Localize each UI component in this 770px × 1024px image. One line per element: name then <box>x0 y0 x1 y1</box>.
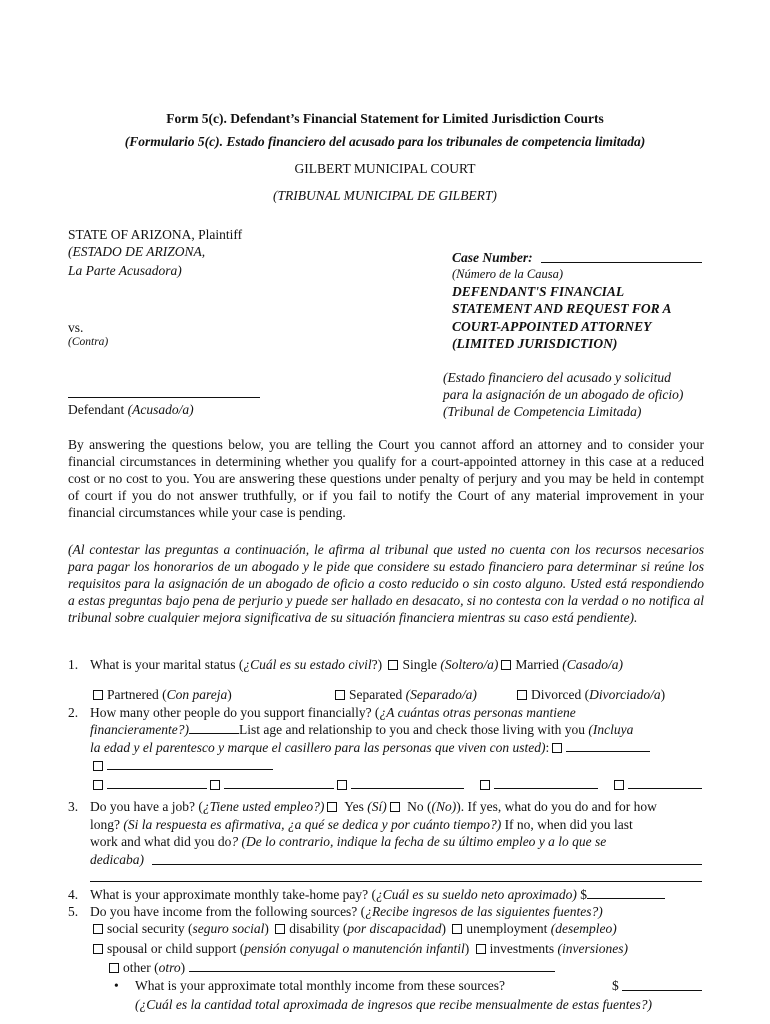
q2-number: 2. <box>68 705 79 720</box>
q2-colon: : <box>545 740 550 755</box>
single-label: Single <box>402 657 437 672</box>
doc-title-line-3: COURT-APPOINTED ATTORNEY <box>452 319 652 334</box>
separated-label: Separated <box>349 687 403 702</box>
q5-line-2: social security (seguro social) disability (por discapacidad) unemployment (desempleo) <box>90 920 617 937</box>
q5-number: 5. <box>68 904 79 919</box>
q3-line-4 <box>90 851 144 868</box>
unemployment-checkbox[interactable] <box>452 924 462 934</box>
doc-title-line-1: DEFENDANT'S FINANCIAL <box>452 284 625 299</box>
q2-text: How many other people do you support financially? ( <box>90 705 380 720</box>
dependent-5-input[interactable] <box>351 776 464 789</box>
q3-text-2: . If yes, what do you do and for how <box>460 799 657 814</box>
investments-label-es: (inversiones) <box>557 941 628 956</box>
dependent-7-input[interactable] <box>628 776 702 789</box>
case-number-line[interactable] <box>541 262 702 263</box>
total-income-dollar: $ <box>612 978 619 993</box>
other-income-input[interactable] <box>189 959 555 972</box>
other-income-checkbox[interactable] <box>109 963 119 973</box>
intro-paragraph-en: By answering the questions below, you are telling the Court you cannot afford an attorney and to consider your financial circumstances in determining whether you qualify for a court-appointed attorney in this case at a reduced cost or no cost to you. You are answering these questions under penalty of perjury and you may be held in contempt of court if you do not answer truthfully, or if you fail to notify the Court of any material improvement in your financial circumstances while your case is pending. <box>68 437 704 520</box>
q3-line3-a: work and what did you do <box>90 834 232 849</box>
separated-checkbox[interactable] <box>335 690 345 700</box>
dependent-1-input[interactable] <box>566 739 650 752</box>
defendant-name-line[interactable] <box>68 397 260 398</box>
total-income-question: What is your approximate total monthly income from these sources? <box>135 978 506 993</box>
job-answer-line-1[interactable] <box>152 864 702 865</box>
bullet-icon: • <box>114 978 119 993</box>
dependent-2-checkbox[interactable] <box>93 761 103 771</box>
q3-line4-es: dedicaba) <box>90 852 144 867</box>
q2-line-5 <box>90 776 464 793</box>
q1-text-end: ?) <box>371 657 383 672</box>
social-security-label: social security ( <box>107 921 193 936</box>
total-income-input[interactable] <box>622 990 702 991</box>
q2-line-1 <box>90 704 576 721</box>
q1-number: 1. <box>68 657 79 672</box>
q2-text-es-3: (Incluya <box>588 722 634 737</box>
case-number-label: Case Number: <box>452 250 533 265</box>
separated-option <box>332 686 477 703</box>
doc-title-es-2: para la asignación de un abogado de oficio) <box>443 387 684 402</box>
plaintiff-label-es-1: (ESTADO DE ARIZONA, <box>68 244 206 259</box>
partnered-label: Partnered ( <box>107 687 167 702</box>
q3-text-es: ¿Tiene usted empleo?) <box>202 799 325 814</box>
divorced-checkbox[interactable] <box>517 690 527 700</box>
doc-title-es-3: (Tribunal de Competencia Limitada) <box>443 404 642 419</box>
q3-line2-a: long? <box>90 817 120 832</box>
partnered-label-es: Con pareja <box>166 687 228 702</box>
unemployment-label: unemployment <box>466 921 548 936</box>
spousal-support-checkbox[interactable] <box>93 944 103 954</box>
intro-paragraph-es: (Al contestar las preguntas a continuación, le afirma al tribunal que usted no cuenta con los recursos necesarios para pagar los honorarios de un abogado y le pide que considere su estado financiero para determinar si reúne los requisitos para la asignación de un abogado de oficio a costo reducido o sin costo alguno. Usted está respondiendo a estas preguntas bajo pena de perjurio y puede ser hallado en desacato, si no contesta con la verdad o no notifica al tribunal sobre cualquier mejora significativa de su situación financiera mientras su caso está pendiente). <box>68 542 704 625</box>
job-answer-line-2[interactable] <box>90 881 702 882</box>
q5-text: Do you have income from the following sources? ( <box>90 904 366 919</box>
dependent-4-input[interactable] <box>224 776 334 789</box>
q2-line-5c <box>611 776 702 793</box>
social-security-label-es: seguro social <box>192 921 265 936</box>
job-yes-checkbox[interactable] <box>327 802 337 812</box>
investments-checkbox[interactable] <box>476 944 486 954</box>
q4-number: 4. <box>68 887 79 902</box>
q5-line-3: spousal or child support (pensión conyugal o manutención infantil) investments (inversiones) <box>90 940 628 957</box>
job-no-label-es: (No) <box>431 799 457 814</box>
investments-label: investments <box>489 941 555 956</box>
q3-line-2 <box>90 816 633 833</box>
q2-count-input[interactable] <box>189 721 239 734</box>
single-label-es: (Soltero/a) <box>440 657 499 672</box>
form-title: Form 5(c). Defendant’s Financial Statement for Limited Jurisdiction Courts <box>166 111 604 126</box>
disability-checkbox[interactable] <box>275 924 285 934</box>
q2-text-es-4: la edad y el parentesco y marque el casillero para las personas que viven con usted) <box>90 740 546 755</box>
q3-text: Do you have a job? ( <box>90 799 203 814</box>
married-checkbox[interactable] <box>501 660 511 670</box>
doc-title-line-4: (LIMITED JURISDICTION) <box>452 336 618 351</box>
take-home-pay-input[interactable] <box>587 886 665 899</box>
disability-label-es: por discapacidad <box>347 921 442 936</box>
q3-line-3 <box>90 833 606 850</box>
partnered-option: Partnered (Con pareja) <box>90 686 232 703</box>
q2-text-es: ¿A cuántas otras personas mantiene <box>379 705 576 720</box>
divorced-option: Divorced (Divorciado/a) <box>514 686 665 703</box>
q1-line-1 <box>90 656 623 673</box>
job-yes-label-es: (Sí) <box>367 799 387 814</box>
doc-title-line-2: STATEMENT AND REQUEST FOR A <box>452 301 672 316</box>
other-income-label: other ( <box>123 960 159 975</box>
q2-line-4 <box>90 757 273 774</box>
case-number-label-es: (Número de la Causa) <box>452 267 563 281</box>
vs-label-es: (Contra) <box>68 336 109 348</box>
dependent-5-checkbox[interactable] <box>337 780 347 790</box>
dependent-2-input[interactable] <box>107 757 273 770</box>
q4-dollar: $ <box>580 887 588 902</box>
q1-text: What is your marital status ( <box>90 657 244 672</box>
single-checkbox[interactable] <box>388 660 398 670</box>
q2-line-5b <box>477 776 598 793</box>
dependent-3-input[interactable] <box>107 776 207 789</box>
total-income-question-es: (¿Cuál es la cantidad total aproximada de ingresos que recibe mensualmente de estas fuentes?) <box>135 997 653 1012</box>
defendant-label <box>68 401 194 418</box>
divorced-label: Divorced ( <box>531 687 590 702</box>
q5-text-es: ¿Recibe ingresos de las siguientes fuentes?) <box>365 904 603 919</box>
q3-line2-es: (Si la respuesta es afirmativa, ¿a qué se dedica y por cuánto tiempo?) <box>123 817 502 832</box>
form-title-es: (Formulario 5(c). Estado financiero del acusado para los tribunales de competencia limitada) <box>124 134 646 149</box>
court-name: GILBERT MUNICIPAL COURT <box>294 161 476 176</box>
dependent-7-checkbox[interactable] <box>614 780 624 790</box>
vs-label: vs. <box>68 320 84 335</box>
dependent-6-input[interactable] <box>494 776 598 789</box>
q3-number: 3. <box>68 799 79 814</box>
unemployment-label-es: (desempleo) <box>550 921 617 936</box>
court-name-es: (TRIBUNAL MUNICIPAL DE GILBERT) <box>273 188 497 203</box>
dependent-6-checkbox[interactable] <box>480 780 490 790</box>
q2-line-2 <box>90 721 633 738</box>
q4-text: What is your approximate monthly take-home pay? ( <box>90 887 377 902</box>
other-income-label-es: otro <box>158 960 181 975</box>
doc-title-es-1: (Estado financiero del acusado y solicitud <box>443 370 671 385</box>
q3-line2-b: If no, when did you last <box>504 817 633 832</box>
q2-line-3 <box>90 739 650 756</box>
q3-line-1: Do you have a job? (¿Tiene usted empleo?) Yes (Sí) No ((No)). If yes, what do you do and for how <box>90 799 657 814</box>
disability-label: disability ( <box>289 921 348 936</box>
job-no-label: No <box>407 799 424 814</box>
plaintiff-label: STATE OF ARIZONA, Plaintiff <box>68 227 243 242</box>
separated-label-es: (Separado/a) <box>405 687 477 702</box>
spousal-support-label-es: pensión conyugal o manutención infantil <box>244 941 465 956</box>
q4-text-es: ¿Cuál es su sueldo neto aproximado) <box>376 887 577 902</box>
partnered-checkbox[interactable] <box>93 690 103 700</box>
q3-line3-es: ? (De lo contrario, indique la fecha de su último empleo y a lo que se <box>231 834 607 849</box>
married-label: Married <box>515 657 559 672</box>
q1-text-es: ¿Cuál es su estado civil <box>243 657 372 672</box>
defendant-label-en: Defendant <box>68 402 125 417</box>
job-yes-label: Yes <box>344 799 364 814</box>
dependent-1-checkbox[interactable] <box>552 743 562 753</box>
spousal-support-label: spousal or child support ( <box>107 941 245 956</box>
q5-line-4: other (otro) <box>106 959 555 976</box>
q4-line-1 <box>90 886 665 903</box>
q2-text-2: List age and relationship to you and check those living with you <box>238 722 586 737</box>
q2-text-es-2: financieramente?) <box>90 722 189 737</box>
married-label-es: (Casado/a) <box>562 657 623 672</box>
divorced-label-es: Divorciado/a <box>589 687 661 702</box>
defendant-label-es: (Acusado/a) <box>127 402 194 417</box>
plaintiff-label-es-2: La Parte Acusadora) <box>68 263 182 278</box>
dependent-3-checkbox[interactable] <box>93 780 103 790</box>
dependent-4-checkbox[interactable] <box>210 780 220 790</box>
job-no-checkbox[interactable] <box>390 802 400 812</box>
q5-line-1 <box>90 903 603 920</box>
social-security-checkbox[interactable] <box>93 924 103 934</box>
